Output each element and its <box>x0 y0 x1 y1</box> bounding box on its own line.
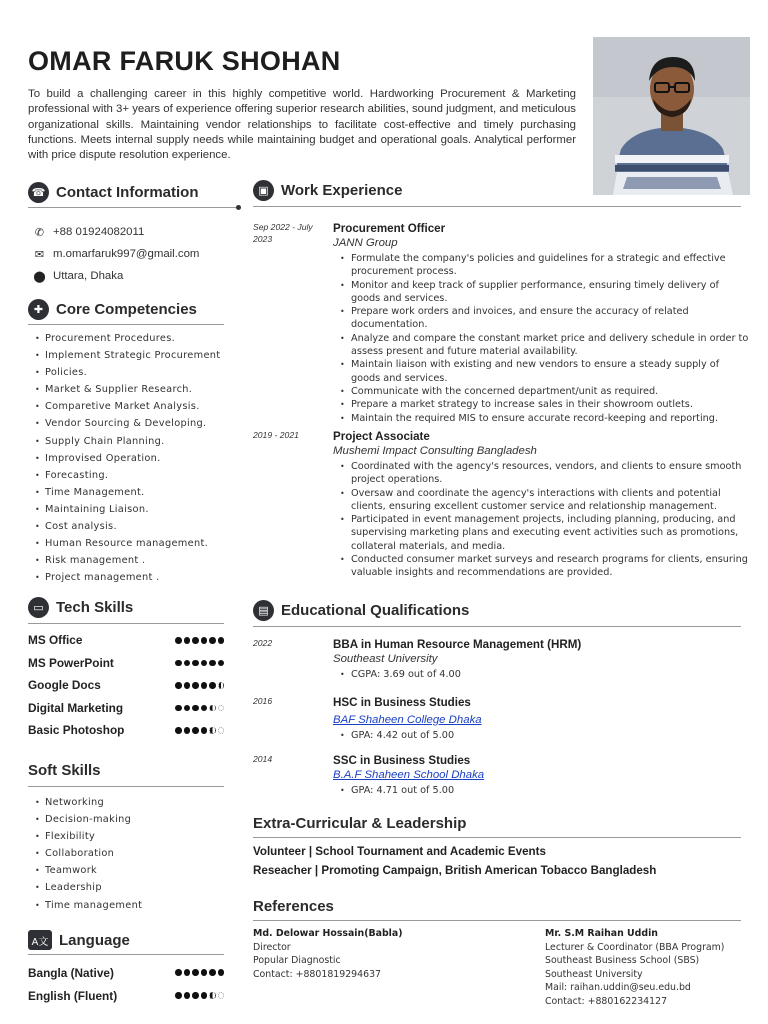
rating-dot <box>201 969 208 976</box>
references-title: References <box>253 898 334 915</box>
location-text: Uttara, Dhaka <box>53 270 124 282</box>
section-divider <box>28 623 224 624</box>
rating-dot <box>201 660 208 667</box>
list-item: • Supply Chain Planning. <box>28 433 224 450</box>
rating-dot <box>209 727 216 734</box>
rating-dot <box>201 727 208 734</box>
education-date: 2014 <box>253 754 273 764</box>
tech-skills-list <box>28 629 224 742</box>
tech-skills-title: Tech Skills <box>56 599 134 616</box>
job-title: Project Associate <box>333 430 430 443</box>
list-item: • Improvised Operation. <box>28 450 224 467</box>
skill-rating <box>175 969 224 976</box>
rating-dot <box>175 705 182 712</box>
language-section <box>28 930 224 955</box>
rating-dot <box>209 992 216 999</box>
section-divider <box>253 920 741 921</box>
reference-name: Md. Delowar Hossain(Babla) <box>253 928 403 939</box>
skill-rating <box>175 727 224 734</box>
candidate-name: OMAR FARUK SHOHAN <box>28 46 341 76</box>
skill-row <box>28 674 224 697</box>
competencies-title: Core Competencies <box>56 301 197 318</box>
job-organization: JANN Group <box>333 237 398 249</box>
institution: Southeast University <box>333 653 438 665</box>
education-entry <box>253 638 751 681</box>
list-item: • Coordinated with the agency's resources, vendors, and clients to ensure smooth project operations. <box>333 460 751 487</box>
briefcase-icon: ▣ <box>253 180 274 201</box>
list-item: • Comparetive Market Analysis. <box>28 398 224 415</box>
list-item: • Cost analysis. <box>28 518 224 535</box>
profile-photo <box>593 37 750 195</box>
list-item: • Monitor and keep track of supplier performance, ensuring timely delivery of goods and services. <box>333 279 751 306</box>
skill-rating <box>175 992 224 999</box>
skill-rating <box>175 705 224 712</box>
education-details <box>333 729 751 742</box>
skill-label: Bangla (Native) <box>28 965 114 980</box>
list-item: • Time Management. <box>28 484 224 501</box>
list-item: • Vendor Sourcing & Developing. <box>28 415 224 432</box>
rating-dot <box>192 969 199 976</box>
work-title: Work Experience <box>281 182 403 199</box>
rating-dot <box>192 660 199 667</box>
contact-list <box>33 221 223 287</box>
reference-line: Contact: +880162234127 <box>545 995 668 1007</box>
list-item: • Prepare work orders and invoices, and ensure the accuracy of related documentation. <box>333 305 751 332</box>
list-item: • Formulate the company's policies and guidelines for a strategic and effective procurement process. <box>333 252 751 279</box>
rating-dot <box>184 705 191 712</box>
rating-dot <box>218 682 225 689</box>
list-item: • Forecasting. <box>28 467 224 484</box>
list-item: • Decision-making <box>28 811 224 828</box>
job-bullets <box>333 460 751 580</box>
job-date: 2019 - 2021 <box>253 430 299 440</box>
email-address: m.omarfaruk997@gmail.com <box>53 248 200 260</box>
degree-title: HSC in Business Studies <box>333 696 471 709</box>
extra-section <box>253 815 741 877</box>
rating-dot <box>209 705 216 712</box>
institution-link[interactable]: B.A.F Shaheen School Dhaka <box>333 769 485 781</box>
job-date: Sep 2022 - July 2023 <box>253 222 313 244</box>
rating-dot <box>184 992 191 999</box>
puzzle-icon: ✚ <box>28 299 49 320</box>
rating-dot <box>184 969 191 976</box>
section-divider <box>28 324 224 325</box>
skill-row <box>28 652 224 675</box>
monitor-icon: ▭ <box>28 597 49 618</box>
soft-skills-title: Soft Skills <box>28 762 101 779</box>
extra-title: Extra-Curricular & Leadership <box>253 815 467 832</box>
rating-dot <box>184 727 191 734</box>
rating-dot <box>218 992 225 999</box>
education-header <box>253 600 741 621</box>
reference-right <box>545 927 745 1008</box>
degree-title: SSC in Business Studies <box>333 754 471 767</box>
contact-header <box>28 182 224 203</box>
list-item: • Project management . <box>28 569 224 586</box>
education-details <box>333 784 751 797</box>
language-header <box>28 930 224 950</box>
phone-icon: ✆ <box>34 226 45 239</box>
skill-label: MS PowerPoint <box>28 655 114 670</box>
education-entry <box>253 696 751 742</box>
competencies-section <box>28 299 224 325</box>
phone-number: +88 01924082011 <box>53 226 145 238</box>
list-item: • Leadership <box>28 879 224 896</box>
list-item: • Market & Supplier Research. <box>28 381 224 398</box>
skill-label: Digital Marketing <box>28 700 124 715</box>
tech-skills-header <box>28 597 224 618</box>
profile-photo-illustration <box>593 37 750 195</box>
list-item: • CGPA: 3.69 out of 4.00 <box>333 668 751 681</box>
rating-dot <box>209 660 216 667</box>
skill-label: MS Office <box>28 633 83 648</box>
skill-rating <box>175 637 224 644</box>
soft-skills-list <box>28 794 224 914</box>
skill-label: Google Docs <box>28 678 101 693</box>
rating-dot <box>218 727 225 734</box>
rating-dot <box>175 992 182 999</box>
rating-dot <box>201 682 208 689</box>
section-divider <box>28 786 224 787</box>
rating-dot <box>184 660 191 667</box>
rating-dot <box>218 637 225 644</box>
institution-link[interactable]: BAF Shaheen College Dhaka <box>333 714 482 726</box>
list-item: • Human Resource management. <box>28 535 224 552</box>
translate-icon: A文 <box>28 930 52 950</box>
contact-location <box>33 265 223 287</box>
skill-row <box>28 629 224 652</box>
list-item: • Maintaining Liaison. <box>28 501 224 518</box>
rating-dot <box>184 637 191 644</box>
skill-label: Basic Photoshop <box>28 723 125 738</box>
degree-title: BBA in Human Resource Management (HRM) <box>333 638 582 651</box>
list-item: • Oversaw and coordinate the agency's interactions with clients and potential clients, ensuring excellent customer service and relationship management. <box>333 487 751 514</box>
list-item: • Flexibility <box>28 828 224 845</box>
work-section <box>253 180 741 207</box>
list-item: • Participated in event management projects, including planning, producing, and supervising marketing plans and executing event activities such as promotions, collateral materials, and media. <box>333 513 751 553</box>
skill-rating <box>175 660 224 667</box>
rating-dot <box>201 992 208 999</box>
education-title: Educational Qualifications <box>281 602 470 619</box>
language-title: Language <box>59 931 130 949</box>
reference-line: Southeast Business School (SBS) <box>545 955 700 966</box>
job-organization: Mushemi Impact Consulting Bangladesh <box>333 445 537 457</box>
list-item: • GPA: 4.42 out of 5.00 <box>333 729 751 742</box>
contact-title: Contact Information <box>56 184 199 201</box>
rating-dot <box>175 682 182 689</box>
job-title: Procurement Officer <box>333 222 446 235</box>
rating-dot <box>175 637 182 644</box>
laptop-icon: ▤ <box>253 600 274 621</box>
rating-dot <box>192 705 199 712</box>
reference-line: Lecturer & Coordinator (BBA Program) <box>545 941 725 953</box>
list-item: • Prepare a market strategy to increase sales in their showroom outlets. <box>333 398 751 411</box>
skill-row <box>28 984 224 1007</box>
reference-left <box>253 927 513 981</box>
extra-item: Volunteer | School Tournament and Academic Events <box>253 845 546 858</box>
soft-skills-section <box>28 762 224 787</box>
language-list <box>28 961 224 1007</box>
list-item: • Conducted consumer market surveys and research programs for clients, ensuring valuable insights and recommendations are provided. <box>333 553 751 580</box>
rating-dot <box>192 727 199 734</box>
education-details <box>333 668 751 681</box>
reference-line: Popular Diagnostic <box>253 955 341 966</box>
rating-dot <box>192 682 199 689</box>
rating-dot <box>209 969 216 976</box>
skill-label: English (Fluent) <box>28 988 118 1003</box>
envelope-icon: ✉ <box>34 248 45 261</box>
location-pin-icon: ⬤ <box>33 270 46 283</box>
job-entry <box>253 222 751 425</box>
references-section <box>253 898 741 921</box>
section-divider <box>28 207 238 208</box>
list-item: • Policies. <box>28 364 224 381</box>
rating-dot <box>201 705 208 712</box>
rating-dot <box>192 637 199 644</box>
section-divider <box>253 837 741 838</box>
skill-row <box>28 697 224 720</box>
list-item: • Maintain liaison with existing and new vendors to ensure a steady supply of goods and services. <box>333 358 751 385</box>
list-item: • Communicate with the concerned department/unit as required. <box>333 385 751 398</box>
career-summary: To build a challenging career in this highly competitive world. Hardworking Procurement & Marketing professional with 3+ years of experience offering superior research abilities, sound judgment, and meticulous organizational skills. Maintaining vendor relationships to facilitate cost-effective and timely purchasing functions. Meets internal supply needs while maintaining budget and operational goals. Analytical performer with price dispute resolution experience. <box>28 88 576 162</box>
list-item: • Networking <box>28 794 224 811</box>
rating-dot <box>175 727 182 734</box>
contact-section <box>28 182 224 208</box>
timeline-dot <box>236 205 241 210</box>
competencies-header <box>28 299 224 320</box>
reference-line: Contact: +8801819294637 <box>253 968 382 980</box>
reference-line: Southeast University <box>545 968 643 980</box>
education-date: 2022 <box>253 638 273 648</box>
work-header <box>253 180 741 201</box>
contact-email[interactable] <box>33 243 223 265</box>
list-item: • Teamwork <box>28 862 224 879</box>
list-item: • Analyze and compare the constant market price and delivery schedule in order to assess present and future material availability. <box>333 332 751 359</box>
education-section <box>253 600 741 627</box>
rating-dot <box>175 660 182 667</box>
reference-line: Director <box>253 941 291 953</box>
extra-item: Reseacher | Promoting Campaign, British American Tobacco Bangladesh <box>253 864 657 877</box>
education-entry <box>253 754 751 797</box>
list-item: • Risk management . <box>28 552 224 569</box>
rating-dot <box>218 969 225 976</box>
reference-line: Mail: raihan.uddin@seu.edu.bd <box>545 982 691 993</box>
skill-row <box>28 961 224 984</box>
address-book-icon: ☎ <box>28 182 49 203</box>
rating-dot <box>218 660 225 667</box>
section-divider <box>253 626 741 627</box>
contact-phone[interactable] <box>33 221 223 243</box>
rating-dot <box>175 969 182 976</box>
rating-dot <box>184 682 191 689</box>
education-date: 2016 <box>253 696 273 706</box>
section-divider <box>28 954 224 955</box>
rating-dot <box>192 992 199 999</box>
section-divider <box>253 206 741 207</box>
rating-dot <box>201 637 208 644</box>
list-item: • GPA: 4.71 out of 5.00 <box>333 784 751 797</box>
job-bullets <box>333 252 751 425</box>
job-entry <box>253 430 751 580</box>
list-item: • Implement Strategic Procurement <box>28 347 224 364</box>
skill-row <box>28 719 224 742</box>
list-item: • Time management <box>28 897 224 914</box>
rating-dot <box>218 705 225 712</box>
skill-rating <box>175 682 224 689</box>
list-item: • Maintain the required MIS to ensure accurate record-keeping and reporting. <box>333 412 751 425</box>
rating-dot <box>209 637 216 644</box>
reference-name: Mr. S.M Raihan Uddin <box>545 928 658 939</box>
competencies-list <box>28 330 224 586</box>
list-item: • Collaboration <box>28 845 224 862</box>
rating-dot <box>209 682 216 689</box>
list-item: • Procurement Procedures. <box>28 330 224 347</box>
tech-skills-section <box>28 597 224 624</box>
